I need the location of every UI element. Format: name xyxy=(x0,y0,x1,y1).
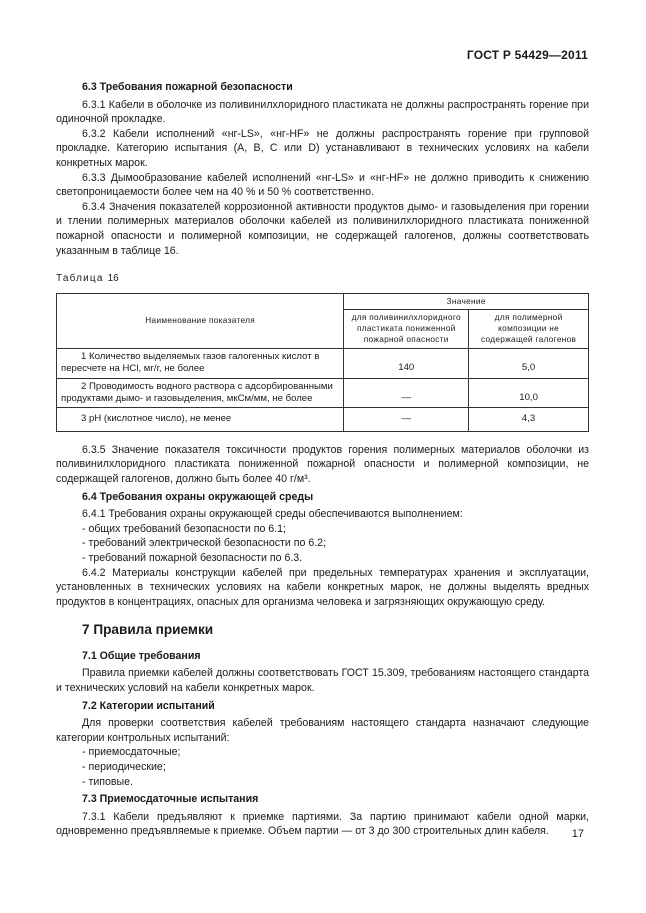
table-caption xyxy=(56,272,589,287)
row-2-polymer: 10,0 xyxy=(469,378,589,408)
table-16 xyxy=(56,293,589,432)
paragraph-6-3-2: 6.3.2 Кабели исполнений «нг-LS», «нг-HF» не должны распространять горение при групповой прокладке. Категорию испытания (А, В, С или D) устанавливают в технических условиях на кабели конкретных марок. xyxy=(56,127,589,169)
list-item: - типовые. xyxy=(82,775,133,788)
list-item: - периодические; xyxy=(82,761,166,774)
section-7-1-title: 7.1 Общие требования xyxy=(82,649,201,662)
row-1-polymer: 5,0 xyxy=(469,348,589,378)
paragraph-7-3-1: 7.3.1 Кабели предъявляют к приемке партиями. За партию принимают кабели одной марки, одновременно предъявляемые к приемке. Объем партии — от 3 до 300 строительных длин кабеля. xyxy=(56,810,589,838)
row-3-polymer: 4,3 xyxy=(469,408,589,431)
col-header-polymer: для полимерной композиции не содержащей галогенов xyxy=(469,309,589,348)
standard-code: ГОСТ Р 54429—2011 xyxy=(466,48,588,62)
row-1-pvc: 140 xyxy=(344,348,469,378)
paragraph-6-3-4: 6.3.4 Значения показателей коррозионной активности продуктов дымо- и газовыделения при горении и тлении полимерных материалов оболочки кабелей из поливинилхлоридного пластиката пониженной пожарной опасности и полимерной композиции, не содержащей галогенов, должны соответствовать указанным в таблице 16. xyxy=(56,200,589,257)
col-header-name: Наименование показателя xyxy=(57,293,344,348)
row-3-pvc: — xyxy=(344,408,469,431)
row-3-name: 3 pH (кислотное число), не менее xyxy=(57,408,344,431)
paragraph-6-4-1: 6.4.1 Требования охраны окружающей среды обеспечиваются выполнением: xyxy=(82,508,463,521)
paragraph-7-1: Правила приемки кабелей должны соответствовать ГОСТ 15.309, требованиям настоящего стандарта и технических условий на кабели конкретных марок. xyxy=(56,667,589,695)
list-item: - требований пожарной безопасности по 6.3. xyxy=(82,551,303,564)
col-header-value: Значение xyxy=(344,293,589,309)
row-1-name: 1 Количество выделяемых газов галогенных кислот в пересчете на HCl, мг/г, не более xyxy=(57,348,344,378)
paragraph-6-4-2: 6.4.2 Материалы конструкции кабелей при предельных температурах хранения и эксплуатации, установленных в технических условиях на кабели конкретных марок, не должны выделять вредных продуктов в концентрациях, опасных для организма человека и загрязняющих окружающую среду. xyxy=(56,566,589,608)
list-item: - приемосдаточные; xyxy=(82,746,181,759)
table-caption-number: 16 xyxy=(107,273,119,285)
paragraph-6-3-5: 6.3.5 Значение показателя токсичности продуктов горения полимерных материалов оболочки из поливинилхлоридного пластиката пониженной пожарной опасности и полимерной композиции, не содержащей галогенов, должно быть более 40 г/м³. xyxy=(56,443,589,485)
table-row xyxy=(57,408,589,431)
paragraph-6-3-1: 6.3.1 Кабели в оболочке из поливинилхлоридного пластиката не должны распространять горение при одиночной прокладке. xyxy=(56,98,589,126)
paragraph-7-2: Для проверки соответствия кабелей требованиям настоящего стандарта назначают следующие категории контрольных испытаний: xyxy=(56,717,589,744)
section-7-2-title: 7.2 Категории испытаний xyxy=(82,699,215,712)
paragraph-6-3-3: 6.3.3 Дымообразование кабелей исполнений «нг-LS» и «нг-HF» не должно приводить к снижению светопроницаемости более чем на 40 % и 50 % соответственно. xyxy=(56,171,589,199)
table-caption-word: Таблица xyxy=(56,273,104,285)
list-item: - общих требований безопасности по 6.1; xyxy=(82,522,286,535)
section-7-title: 7 Правила приемки xyxy=(82,622,214,638)
table-row xyxy=(57,348,589,378)
row-2-name: 2 Проводимость водного раствора с адсорбированными продуктами дымо- и газовыделения, мкСм/мм, не более xyxy=(57,378,344,408)
row-2-pvc: — xyxy=(344,378,469,408)
page-number: 17 xyxy=(571,828,584,840)
table-row xyxy=(57,378,589,408)
col-header-pvc: для поливинилхлоридного пластиката пониженной пожарной опасности xyxy=(344,309,469,348)
section-6-3-title: 6.3 Требования пожарной безопасности xyxy=(82,81,293,93)
section-7-3-title: 7.3 Приемосдаточные испытания xyxy=(82,793,259,806)
page-content xyxy=(56,80,589,839)
section-6-4-title: 6.4 Требования охраны окружающей среды xyxy=(82,490,314,503)
list-item: - требований электрической безопасности по 6.2; xyxy=(82,537,327,550)
